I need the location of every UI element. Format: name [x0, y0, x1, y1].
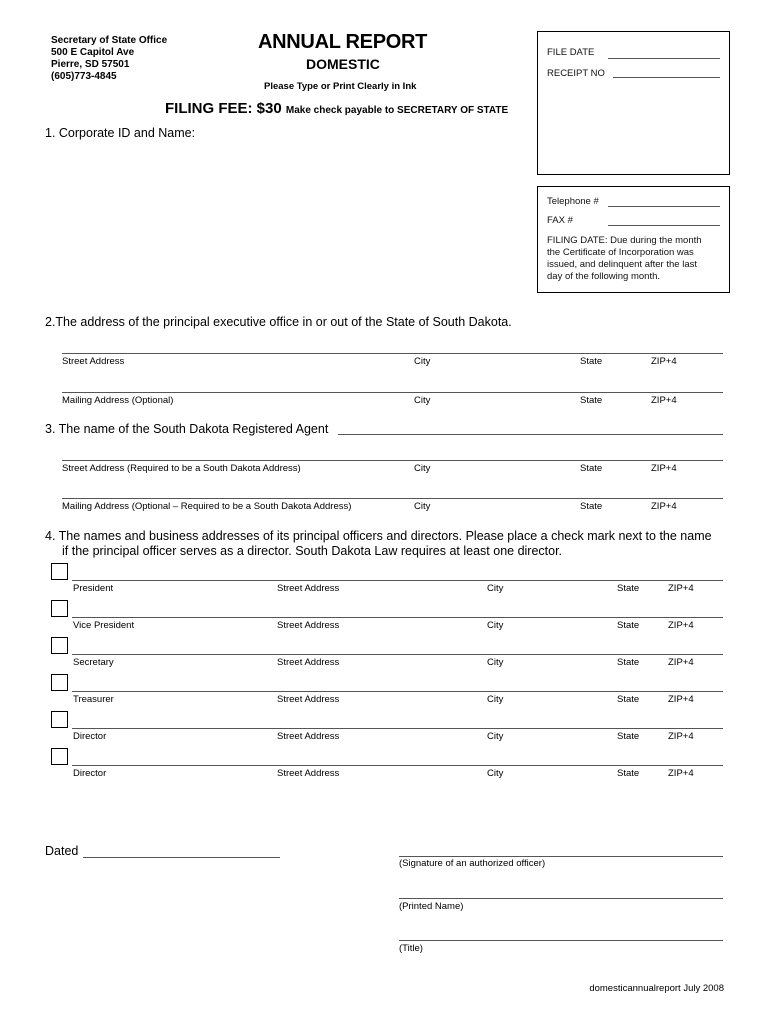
director-checkbox[interactable] — [51, 711, 68, 728]
officer-line[interactable] — [72, 728, 723, 729]
section-4-label-cont: if the principal officer serves as a director. South Dakota Law requires at least one director. — [62, 544, 563, 558]
zip-label: ZIP+4 — [668, 768, 694, 779]
zip-label: ZIP+4 — [651, 395, 677, 406]
receipt-no-label: RECEIPT NO — [547, 68, 605, 79]
state-label: State — [617, 694, 640, 705]
officer-title: Director — [73, 731, 107, 742]
officer-line[interactable] — [72, 617, 723, 618]
state-label: State — [617, 620, 640, 631]
title-field[interactable] — [399, 940, 723, 941]
city-label: City — [487, 694, 504, 705]
filing-fee-note: Make check payable to SECRETARY OF STATE — [285, 105, 509, 116]
city-label: City — [414, 501, 431, 512]
officer-title: Secretary — [73, 657, 114, 668]
state-label: State — [580, 463, 603, 474]
signature-label: (Signature of an authorized officer) — [399, 858, 546, 869]
zip-label: ZIP+4 — [668, 731, 694, 742]
zip-label: ZIP+4 — [651, 501, 677, 512]
section-2-label: 2.The address of the principal executive office in or out of the State of South Dakota. — [45, 315, 512, 329]
file-date-field[interactable] — [608, 58, 720, 59]
title-label: (Title) — [399, 943, 423, 954]
dated-label: Dated — [45, 844, 79, 858]
officer-title: Treasurer — [73, 694, 114, 705]
file-date-label: FILE DATE — [547, 47, 595, 58]
fax-field[interactable] — [608, 225, 720, 226]
telephone-field[interactable] — [608, 206, 720, 207]
filing-fee — [165, 100, 508, 117]
agent-street-line[interactable] — [62, 460, 723, 461]
officer-line[interactable] — [72, 691, 723, 692]
state-label: State — [617, 583, 640, 594]
principal-street-line[interactable] — [62, 353, 723, 354]
filing-note-line: issued, and delinquent after the last — [547, 259, 697, 270]
director-checkbox[interactable] — [51, 674, 68, 691]
section-3-label: 3. The name of the South Dakota Registered Agent — [45, 422, 329, 436]
officer-line[interactable] — [72, 580, 723, 581]
address-label: Street Address — [62, 356, 125, 367]
address-label: Street Address (Required to be a South Dakota Address) — [62, 463, 301, 474]
state-label: State — [617, 731, 640, 742]
filing-fee-amount: FILING FEE: $30 — [165, 100, 282, 117]
zip-label: ZIP+4 — [668, 583, 694, 594]
printed-name-label: (Printed Name) — [399, 901, 464, 912]
address-label: Mailing Address (Optional) — [62, 395, 174, 406]
office-phone: (605)773-4845 — [51, 71, 117, 82]
filing-note-line: day of the following month. — [547, 271, 661, 282]
city-label: City — [487, 583, 504, 594]
state-label: State — [580, 356, 603, 367]
section-4-label: 4. The names and business addresses of its principal officers and directors. Please place a check mark next to the name — [45, 529, 712, 543]
city-label: City — [487, 731, 504, 742]
officer-title: President — [73, 583, 114, 594]
office-city: Pierre, SD 57501 — [51, 59, 130, 70]
officer-title: Vice President — [73, 620, 135, 631]
officer-title: Director — [73, 768, 107, 779]
address-label: Street Address — [277, 620, 340, 631]
officer-line[interactable] — [72, 654, 723, 655]
state-label: State — [580, 501, 603, 512]
zip-label: ZIP+4 — [668, 620, 694, 631]
filing-date-note — [547, 235, 702, 283]
city-label: City — [414, 463, 431, 474]
address-label: Street Address — [277, 657, 340, 668]
office-name: Secretary of State Office — [51, 35, 168, 46]
director-checkbox[interactable] — [51, 637, 68, 654]
office-street: 500 E Capitol Ave — [51, 47, 135, 58]
city-label: City — [414, 395, 431, 406]
telephone-label: Telephone # — [547, 196, 599, 207]
director-checkbox[interactable] — [51, 563, 68, 580]
receipt-no-field[interactable] — [613, 77, 720, 78]
address-label: Street Address — [277, 694, 340, 705]
city-label: City — [487, 768, 504, 779]
zip-label: ZIP+4 — [668, 657, 694, 668]
director-checkbox[interactable] — [51, 748, 68, 765]
form-id: domesticannualreport July 2008 — [589, 983, 724, 994]
form-title: ANNUAL REPORT — [258, 31, 428, 53]
corporate-id-name-field[interactable] — [45, 145, 525, 295]
director-checkbox[interactable] — [51, 600, 68, 617]
office-address — [51, 35, 167, 83]
state-label: State — [617, 657, 640, 668]
zip-label: ZIP+4 — [668, 694, 694, 705]
signature-field[interactable] — [399, 856, 723, 857]
address-label: Street Address — [277, 583, 340, 594]
agent-mailing-line[interactable] — [62, 498, 723, 499]
form-instructions: Please Type or Print Clearly in Ink — [264, 81, 417, 92]
city-label: City — [414, 356, 431, 367]
filing-note-line: FILING DATE: Due during the month — [547, 235, 702, 246]
address-label: Mailing Address (Optional – Required to be a South Dakota Address) — [62, 501, 352, 512]
printed-name-field[interactable] — [399, 898, 723, 899]
state-label: State — [617, 768, 640, 779]
state-label: State — [580, 395, 603, 406]
principal-mailing-line[interactable] — [62, 392, 723, 393]
address-label: Street Address — [277, 768, 340, 779]
zip-label: ZIP+4 — [651, 356, 677, 367]
form-subtitle: DOMESTIC — [306, 56, 380, 72]
city-label: City — [487, 657, 504, 668]
dated-field[interactable] — [83, 857, 280, 858]
zip-label: ZIP+4 — [651, 463, 677, 474]
address-label: Street Address — [277, 731, 340, 742]
section-1-label: 1. Corporate ID and Name: — [45, 126, 196, 140]
filing-note-line: the Certificate of Incorporation was — [547, 247, 694, 258]
officer-line[interactable] — [72, 765, 723, 766]
city-label: City — [487, 620, 504, 631]
fax-label: FAX # — [547, 215, 573, 226]
registered-agent-name-field[interactable] — [338, 434, 723, 435]
